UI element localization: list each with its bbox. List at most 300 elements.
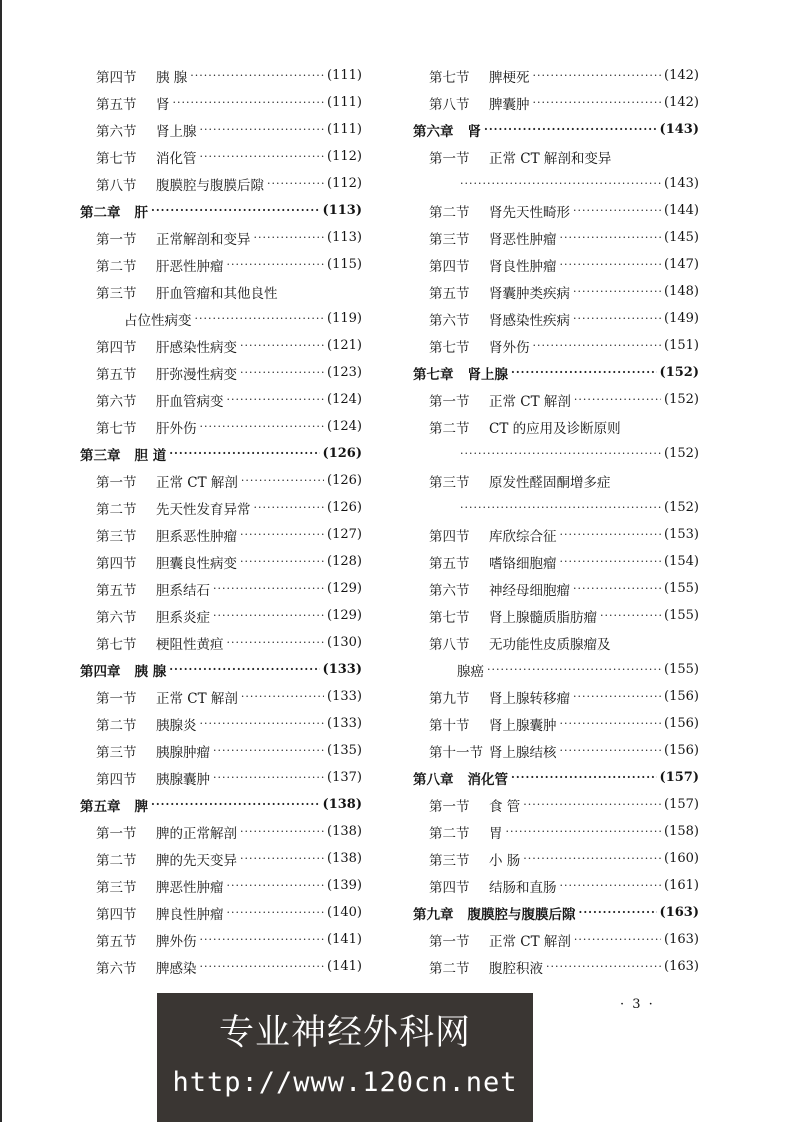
toc-entry-label bbox=[429, 930, 571, 950]
toc-page-number: (140) bbox=[327, 905, 362, 920]
toc-page-number: (129) bbox=[327, 608, 362, 623]
toc-leader-dots bbox=[523, 798, 661, 811]
toc-section-entry bbox=[80, 926, 362, 953]
toc-entry-number: 第五节 bbox=[429, 555, 470, 572]
toc-section-entry bbox=[413, 818, 699, 845]
toc-entry-label bbox=[429, 309, 570, 329]
toc-leader-dots bbox=[487, 663, 661, 676]
toc-entry-label bbox=[96, 174, 264, 194]
toc-leader-dots bbox=[579, 906, 657, 919]
toc-entry-number: 第七节 bbox=[429, 69, 470, 86]
toc-entry-title: 腹膜腔与腹膜后隙 bbox=[467, 906, 576, 923]
toc-entry-number: 第二章 bbox=[80, 204, 121, 221]
toc-entry-number: 第一节 bbox=[429, 150, 470, 167]
toc-entry-label bbox=[457, 660, 484, 680]
toc-leader-dots bbox=[506, 825, 662, 838]
toc-entry-label bbox=[429, 201, 570, 221]
toc-entry-title: 原发性醛固酮增多症 bbox=[489, 474, 611, 491]
toc-entry-label bbox=[429, 876, 557, 896]
toc-entry-number: 第四节 bbox=[429, 258, 470, 275]
toc-leader-dots bbox=[460, 501, 661, 514]
toc-entry-label bbox=[96, 822, 237, 842]
toc-leader-dots bbox=[560, 528, 662, 541]
toc-section-heading bbox=[413, 143, 699, 170]
toc-leader-dots bbox=[151, 204, 320, 217]
toc-entry-title: 脾囊肿 bbox=[489, 96, 530, 113]
toc-entry-label bbox=[96, 390, 224, 410]
toc-entry-title: 肾囊肿类疾病 bbox=[489, 285, 570, 302]
toc-page-number: (126) bbox=[327, 473, 362, 488]
toc-entry-title: 胰腺囊肿 bbox=[156, 771, 210, 788]
toc-section-entry bbox=[413, 278, 699, 305]
toc-entry-title: 胰 腺 bbox=[134, 663, 167, 680]
toc-page-number: (113) bbox=[327, 230, 362, 245]
toc-section-entry bbox=[413, 197, 699, 224]
toc-page-number: (112) bbox=[327, 149, 362, 164]
toc-page-number: (121) bbox=[327, 338, 362, 353]
toc-page-number: (138) bbox=[327, 851, 362, 866]
toc-entry-number: 第五节 bbox=[429, 285, 470, 302]
toc-page-number: (141) bbox=[327, 959, 362, 974]
toc-entry-title: 占位性病变 bbox=[124, 312, 192, 329]
toc-entry-label bbox=[80, 444, 166, 464]
toc-section-entry bbox=[413, 386, 699, 413]
toc-entry-label bbox=[429, 336, 530, 356]
toc-section-entry bbox=[413, 791, 699, 818]
toc-entry-title: 胆 道 bbox=[134, 447, 167, 464]
toc-entry-number: 第一节 bbox=[96, 690, 137, 707]
toc-entry-label bbox=[429, 957, 543, 977]
toc-entry-label bbox=[413, 903, 576, 923]
toc-page-number: (152) bbox=[664, 392, 699, 407]
toc-entry-title: 食 管 bbox=[489, 798, 521, 815]
toc-section-entry bbox=[80, 89, 362, 116]
toc-page-number: (149) bbox=[664, 311, 699, 326]
toc-leader-dots bbox=[560, 258, 662, 271]
toc-continuation-line bbox=[80, 305, 362, 332]
toc-right-column bbox=[413, 62, 699, 980]
toc-section-entry bbox=[80, 683, 362, 710]
toc-chapter-entry bbox=[80, 791, 362, 818]
toc-entry-title: 肾上腺转移瘤 bbox=[489, 690, 570, 707]
toc-page-number: (126) bbox=[322, 446, 362, 461]
toc-entry-title: 胰腺炎 bbox=[156, 717, 197, 734]
toc-entry-number: 第二节 bbox=[96, 258, 137, 275]
toc-entry-label bbox=[429, 417, 621, 437]
toc-section-entry bbox=[413, 89, 699, 116]
toc-leader-dots bbox=[573, 204, 661, 217]
toc-page-number: (156) bbox=[664, 716, 699, 731]
toc-entry-label bbox=[96, 606, 210, 626]
toc-entry-label bbox=[429, 525, 557, 545]
toc-page-number: (158) bbox=[664, 824, 699, 839]
toc-page-number: (157) bbox=[659, 770, 699, 785]
toc-section-entry bbox=[80, 224, 362, 251]
toc-page-number: (148) bbox=[664, 284, 699, 299]
toc-page-number: (163) bbox=[664, 959, 699, 974]
toc-leader-dots bbox=[227, 906, 325, 919]
toc-entry-label bbox=[96, 633, 224, 653]
toc-section-entry bbox=[80, 494, 362, 521]
toc-entry-title: 肾 bbox=[467, 123, 481, 140]
toc-leader-dots bbox=[533, 69, 662, 82]
toc-entry-number: 第四章 bbox=[80, 663, 121, 680]
toc-entry-label bbox=[413, 768, 508, 788]
toc-entry-number: 第三节 bbox=[429, 852, 470, 869]
toc-leader-dots bbox=[240, 366, 324, 379]
toc-entry-label bbox=[429, 795, 520, 815]
toc-page-number: (143) bbox=[664, 176, 699, 191]
toc-leader-dots bbox=[240, 555, 324, 568]
toc-page-number: (147) bbox=[664, 257, 699, 272]
toc-leader-dots bbox=[267, 177, 324, 190]
toc-entry-title: 腺癌 bbox=[457, 663, 484, 680]
toc-section-entry bbox=[80, 548, 362, 575]
toc-chapter-entry bbox=[413, 899, 699, 926]
toc-section-entry bbox=[80, 899, 362, 926]
toc-entry-number: 第三节 bbox=[96, 744, 137, 761]
toc-entry-title: 正常 CT 解剖 bbox=[489, 393, 571, 410]
toc-section-heading bbox=[413, 467, 699, 494]
toc-entry-label bbox=[429, 552, 557, 572]
toc-entry-number: 第六节 bbox=[429, 312, 470, 329]
toc-entry-label bbox=[413, 363, 508, 383]
toc-entry-title: 肾上腺 bbox=[467, 366, 508, 383]
toc-entry-title: 脾的正常解剖 bbox=[156, 825, 237, 842]
toc-leader-dots bbox=[200, 420, 325, 433]
toc-entry-title: 胰腺肿瘤 bbox=[156, 744, 210, 761]
toc-entry-title: 肝血管瘤和其他良性 bbox=[156, 285, 278, 302]
toc-leader-dots bbox=[573, 312, 661, 325]
toc-page-number: (142) bbox=[664, 68, 699, 83]
toc-leader-dots bbox=[560, 555, 662, 568]
toc-leader-dots bbox=[573, 285, 661, 298]
toc-page-number: (139) bbox=[327, 878, 362, 893]
toc-section-entry bbox=[413, 251, 699, 278]
toc-page-number: (138) bbox=[327, 824, 362, 839]
toc-page-number: (129) bbox=[327, 581, 362, 596]
toc-entry-number: 第六节 bbox=[96, 960, 137, 977]
toc-entry-number: 第五节 bbox=[96, 582, 137, 599]
toc-chapter-entry bbox=[80, 197, 362, 224]
toc-page-number: (163) bbox=[659, 905, 699, 920]
toc-leader-dots bbox=[240, 825, 324, 838]
toc-leader-dots bbox=[254, 231, 325, 244]
toc-continuation-line bbox=[413, 656, 699, 683]
toc-entry-title: 肾上腺结核 bbox=[489, 744, 557, 761]
toc-page-number: (113) bbox=[322, 203, 362, 218]
toc-section-entry bbox=[413, 845, 699, 872]
toc-section-heading bbox=[413, 413, 699, 440]
toc-page-number: (157) bbox=[664, 797, 699, 812]
toc-entry-label bbox=[96, 741, 210, 761]
toc-entry-number: 第二节 bbox=[96, 501, 137, 518]
toc-entry-label bbox=[429, 282, 570, 302]
toc-section-entry bbox=[80, 170, 362, 197]
toc-section-entry bbox=[80, 953, 362, 980]
toc-entry-number: 第六节 bbox=[96, 609, 137, 626]
toc-entry-number: 第十一节 bbox=[429, 744, 483, 761]
toc-entry-number: 第二节 bbox=[429, 960, 470, 977]
toc-section-entry bbox=[80, 872, 362, 899]
toc-page-number: (130) bbox=[327, 635, 362, 650]
toc-entry-number: 第三节 bbox=[429, 474, 470, 491]
toc-page-number: (160) bbox=[664, 851, 699, 866]
toc-entry-number: 第五节 bbox=[96, 366, 137, 383]
toc-entry-label bbox=[429, 228, 557, 248]
toc-section-entry bbox=[80, 386, 362, 413]
toc-entry-number: 第八节 bbox=[96, 177, 137, 194]
toc-entry-title: 腹膜腔与腹膜后隙 bbox=[156, 177, 264, 194]
toc-entry-label bbox=[429, 66, 530, 86]
toc-entry-title: 嗜铬细胞瘤 bbox=[489, 555, 557, 572]
toc-section-entry bbox=[80, 62, 362, 89]
toc-entry-label bbox=[96, 228, 251, 248]
toc-entry-number: 第九节 bbox=[429, 690, 470, 707]
toc-entry-number: 第一节 bbox=[429, 798, 470, 815]
toc-entry-label bbox=[96, 768, 210, 788]
toc-leader-dots bbox=[511, 366, 657, 379]
watermark-banner bbox=[157, 993, 533, 1122]
toc-leader-dots bbox=[240, 339, 324, 352]
toc-entry-number: 第五节 bbox=[96, 96, 137, 113]
toc-entry-title: 神经母细胞瘤 bbox=[489, 582, 570, 599]
toc-section-entry bbox=[80, 737, 362, 764]
toc-entry-title: 胆囊良性病变 bbox=[156, 555, 237, 572]
toc-leader-dots bbox=[200, 123, 325, 136]
toc-entry-title: 梗阻性黄疸 bbox=[156, 636, 224, 653]
toc-page-number: (126) bbox=[327, 500, 362, 515]
toc-page-number: (152) bbox=[659, 365, 699, 380]
toc-leader-dots bbox=[227, 393, 325, 406]
toc-section-entry bbox=[413, 602, 699, 629]
toc-page-number: (155) bbox=[664, 608, 699, 623]
toc-page-number: (142) bbox=[664, 95, 699, 110]
toc-entry-label bbox=[413, 120, 481, 140]
toc-leader-dots bbox=[573, 690, 661, 703]
toc-entry-title: 小 肠 bbox=[489, 852, 521, 869]
toc-entry-title: 正常解剖和变异 bbox=[156, 231, 251, 248]
toc-page-number: (156) bbox=[664, 743, 699, 758]
toc-page-number: (127) bbox=[327, 527, 362, 542]
toc-entry-number: 第六章 bbox=[413, 123, 454, 140]
toc-entry-title: 胃 bbox=[489, 825, 503, 842]
toc-entry-title: 脾外伤 bbox=[156, 933, 197, 950]
toc-entry-title: 脾梗死 bbox=[489, 69, 530, 86]
toc-page-number: (111) bbox=[327, 122, 362, 137]
toc-entry-label bbox=[96, 714, 197, 734]
toc-section-entry bbox=[80, 602, 362, 629]
toc-entry-number: 第二节 bbox=[429, 204, 470, 221]
toc-leader-dots bbox=[574, 933, 661, 946]
toc-page-number: (133) bbox=[327, 689, 362, 704]
toc-page-number: (152) bbox=[664, 446, 699, 461]
toc-entry-label bbox=[96, 552, 237, 572]
toc-entry-title: 胆系恶性肿瘤 bbox=[156, 528, 237, 545]
toc-section-entry bbox=[413, 737, 699, 764]
toc-entry-label bbox=[429, 579, 570, 599]
toc-entry-label bbox=[96, 525, 237, 545]
toc-leader-dots bbox=[460, 447, 661, 460]
toc-entry-number: 第九章 bbox=[413, 906, 454, 923]
toc-entry-title: 正常 CT 解剖 bbox=[489, 933, 571, 950]
toc-section-entry bbox=[413, 332, 699, 359]
toc-entry-title: 胆系结石 bbox=[156, 582, 210, 599]
toc-page-number: (161) bbox=[664, 878, 699, 893]
toc-entry-title: 胰 腺 bbox=[156, 69, 188, 86]
toc-continuation-line bbox=[413, 440, 699, 467]
toc-entry-title: 肝外伤 bbox=[156, 420, 197, 437]
toc-leader-dots bbox=[169, 447, 319, 460]
toc-entry-label bbox=[80, 660, 166, 680]
toc-entry-label bbox=[429, 93, 530, 113]
toc-entry-number: 第二节 bbox=[96, 852, 137, 869]
toc-leader-dots bbox=[600, 609, 661, 622]
toc-page-number: (111) bbox=[327, 95, 362, 110]
toc-entry-label bbox=[429, 687, 570, 707]
toc-page-number: (128) bbox=[327, 554, 362, 569]
toc-entry-title: 肝血管病变 bbox=[156, 393, 224, 410]
toc-entry-label bbox=[96, 336, 237, 356]
toc-entry-number: 第五节 bbox=[96, 933, 137, 950]
toc-entry-label bbox=[96, 147, 197, 167]
toc-entry-label bbox=[96, 363, 237, 383]
toc-page-number: (124) bbox=[327, 419, 362, 434]
toc-entry-title: CT 的应用及诊断原则 bbox=[489, 420, 621, 437]
toc-leader-dots bbox=[546, 960, 661, 973]
toc-section-heading bbox=[413, 629, 699, 656]
toc-entry-label bbox=[429, 606, 597, 626]
toc-entry-number: 第三节 bbox=[96, 528, 137, 545]
toc-leader-dots bbox=[533, 339, 662, 352]
toc-chapter-entry bbox=[413, 764, 699, 791]
toc-entry-label bbox=[429, 714, 557, 734]
toc-section-entry bbox=[80, 521, 362, 548]
toc-entry-title: 脾的先天变异 bbox=[156, 852, 237, 869]
toc-leader-dots bbox=[241, 690, 324, 703]
toc-entry-label bbox=[429, 822, 503, 842]
toc-entry-label bbox=[96, 471, 238, 491]
toc-entry-title: 正常 CT 解剖 bbox=[156, 690, 238, 707]
toc-entry-title: 肾上腺 bbox=[156, 123, 197, 140]
toc-section-entry bbox=[80, 116, 362, 143]
toc-page-number: (111) bbox=[327, 68, 362, 83]
toc-entry-number: 第七节 bbox=[96, 420, 137, 437]
toc-leader-dots bbox=[240, 852, 324, 865]
toc-entry-number: 第四节 bbox=[429, 528, 470, 545]
toc-entry-number: 第一节 bbox=[429, 933, 470, 950]
toc-section-entry bbox=[413, 710, 699, 737]
toc-entry-label bbox=[96, 687, 238, 707]
toc-entry-number: 第三章 bbox=[80, 447, 121, 464]
toc-section-entry bbox=[413, 953, 699, 980]
toc-left-column bbox=[80, 62, 362, 980]
toc-leader-dots bbox=[200, 960, 325, 973]
toc-section-entry bbox=[80, 818, 362, 845]
toc-leader-dots bbox=[200, 150, 325, 163]
toc-entry-label bbox=[429, 147, 611, 167]
toc-leader-dots bbox=[200, 933, 325, 946]
toc-section-entry bbox=[80, 845, 362, 872]
toc-leader-dots bbox=[484, 123, 657, 136]
toc-entry-number: 第八节 bbox=[429, 96, 470, 113]
toc-leader-dots bbox=[173, 96, 325, 109]
toc-entry-label bbox=[96, 417, 197, 437]
toc-entry-number: 第十节 bbox=[429, 717, 470, 734]
toc-page-number: (138) bbox=[322, 797, 362, 812]
toc-leader-dots bbox=[195, 312, 325, 325]
toc-section-entry bbox=[80, 467, 362, 494]
toc-page-number: (133) bbox=[322, 662, 362, 677]
toc-leader-dots bbox=[190, 69, 324, 82]
toc-section-entry bbox=[80, 413, 362, 440]
toc-entry-label bbox=[429, 741, 557, 761]
toc-entry-number: 第六节 bbox=[429, 582, 470, 599]
toc-entry-label bbox=[124, 309, 192, 329]
toc-entry-title: 消化管 bbox=[467, 771, 508, 788]
toc-entry-label bbox=[96, 255, 224, 275]
toc-page-number: (123) bbox=[327, 365, 362, 380]
toc-leader-dots bbox=[169, 663, 319, 676]
toc-leader-dots bbox=[560, 879, 662, 892]
toc-entry-title: 肾 bbox=[156, 96, 170, 113]
toc-section-heading bbox=[80, 278, 362, 305]
toc-entry-number: 第二节 bbox=[96, 717, 137, 734]
toc-entry-label bbox=[429, 255, 557, 275]
toc-entry-label bbox=[80, 795, 148, 815]
toc-leader-dots bbox=[200, 717, 325, 730]
toc-leader-dots bbox=[560, 744, 662, 757]
toc-entry-number: 第四节 bbox=[96, 69, 137, 86]
toc-entry-number: 第八章 bbox=[413, 771, 454, 788]
toc-chapter-entry bbox=[80, 656, 362, 683]
toc-leader-dots bbox=[511, 771, 657, 784]
toc-entry-label bbox=[96, 849, 237, 869]
toc-leader-dots bbox=[227, 258, 325, 271]
toc-page-number: (151) bbox=[664, 338, 699, 353]
toc-entry-title: 肝弥漫性病变 bbox=[156, 366, 237, 383]
toc-entry-number: 第四节 bbox=[96, 771, 137, 788]
toc-leader-dots bbox=[213, 582, 324, 595]
toc-entry-title: 肾恶性肿瘤 bbox=[489, 231, 557, 248]
toc-page-number: (112) bbox=[327, 176, 362, 191]
toc-entry-label bbox=[96, 120, 197, 140]
toc-entry-title: 肾感染性疾病 bbox=[489, 312, 570, 329]
watermark-url: http://www.120cn.net bbox=[172, 1067, 518, 1098]
toc-leader-dots bbox=[573, 582, 661, 595]
toc-entry-title: 脾恶性肿瘤 bbox=[156, 879, 224, 896]
toc-entry-label bbox=[96, 903, 224, 923]
toc-entry-title: 库欣综合征 bbox=[489, 528, 557, 545]
toc-entry-number: 第一节 bbox=[96, 474, 137, 491]
toc-entry-title: 肝恶性肿瘤 bbox=[156, 258, 224, 275]
toc-entry-number: 第七节 bbox=[96, 150, 137, 167]
toc-leader-dots bbox=[151, 798, 320, 811]
toc-leader-dots bbox=[574, 393, 661, 406]
toc-entry-title: 消化管 bbox=[156, 150, 197, 167]
watermark-site-name: 专业神经外科网 bbox=[218, 1013, 471, 1053]
toc-entry-title: 先天性发育异常 bbox=[156, 501, 251, 518]
toc-entry-label bbox=[96, 498, 251, 518]
toc-leader-dots bbox=[240, 528, 324, 541]
toc-entry-number: 第七节 bbox=[429, 339, 470, 356]
toc-section-entry bbox=[413, 62, 699, 89]
scan-edge-line bbox=[0, 0, 6, 1122]
toc-entry-number: 第七节 bbox=[96, 636, 137, 653]
toc-page-number: (156) bbox=[664, 689, 699, 704]
toc-section-entry bbox=[413, 926, 699, 953]
toc-entry-number: 第三节 bbox=[429, 231, 470, 248]
